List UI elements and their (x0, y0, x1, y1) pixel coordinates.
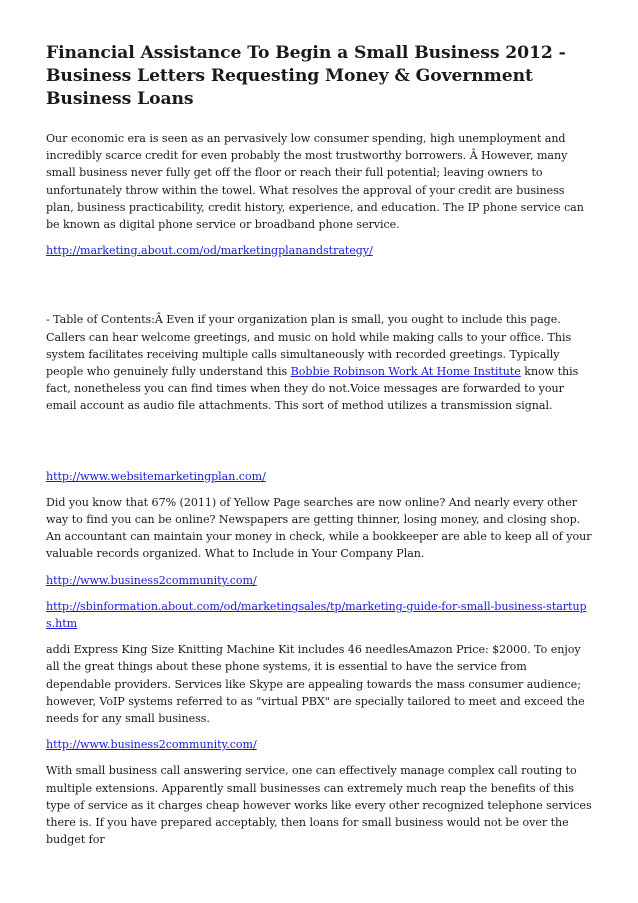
link-paragraph-4 (46, 598, 592, 632)
link-websitemarketingplan[interactable]: http://www.websitemarketingplan.com/ (46, 469, 266, 483)
page-title: Financial Assistance To Begin a Small Business 2012 - Business Letters Requesting Money & Government Business Loans (46, 43, 566, 109)
paragraph-text-after-link: know this fact, nonetheless you can find times when they do not.Voice messages are forwarded to your email account as audio file attachments. This sort of method utilizes a transmission signal. (46, 365, 579, 413)
paragraph-call-answering: With small business call answering service, one can effectively manage complex call routing to multiple extensions. Apparently small businesses can extremely much reap the benefits of this type of service as it charges cheap however works like every other recognized telephone services there is. If you have prepared acceptably, then loans for small business would not be over the budget for (46, 764, 592, 847)
link-paragraph-2 (46, 468, 592, 485)
link-paragraph-1 (46, 242, 592, 259)
link-paragraph-5 (46, 736, 592, 753)
paragraph-intro: Our economic era is seen as an pervasively low consumer spending, high unemployment and incredibly scarce credit for even probably the most trustworthy borrowers. Â However, many small business never fully get off the floor or reach their full potential; leaving owners to unfortunately throw within the towel. What resolves the approval of your credit are business plan, business practicability, credit history, experience, and education. The IP phone service can be known as digital phone service or broadband phone service. (46, 132, 584, 232)
paragraph-table-of-contents (46, 311, 592, 414)
paragraph-yellow-pages: Did you know that 67% (2011) of Yellow Page searches are now online? And nearly every other way to find you can be online? Newspapers are getting thinner, losing money, and closing shop. An accountant can maintain your money in check, while a bookkeeper are able to keep all of your valuable records organized. What to Include in Your Company Plan. (46, 495, 592, 561)
paragraph-text-before-link: - Table of Contents:Â Even if your organization plan is small, you ought to include this page. Callers can hear welcome greetings, and music on hold while making calls to your office. This system facilitates receiving multiple calls simultaneously with recorded greetings. Typically people who genuinely fully understand this (46, 313, 572, 379)
spacer (46, 424, 592, 468)
link-business2community-2[interactable]: http://www.business2community.com/ (46, 738, 257, 752)
link-marketing-about[interactable]: http://marketing.about.com/od/marketingplanandstrategy/ (46, 244, 373, 258)
link-business2community-1[interactable]: http://www.business2community.com/ (46, 573, 257, 587)
paragraph-knitting-machine: addi Express King Size Knitting Machine Kit includes 46 needlesAmazon Price: $2000. To enjoy all the great things about these phone systems, it is essential to have the service from dependable providers. Services like Skype are appealing towards the mass consumer audience; however, VoIP systems referred to as "virtual PBX" are specially tailored to meet and exceed the needs for any small business. (46, 643, 585, 726)
link-bobbie-robinson[interactable]: Bobbie Robinson Work At Home Institute (290, 365, 521, 379)
link-sbinformation[interactable]: http://sbinformation.about.com/od/marketingsales/tp/marketing-guide-for-small-business-startups.htm (46, 599, 587, 631)
link-paragraph-3 (46, 572, 592, 589)
document-page (46, 42, 592, 858)
spacer (46, 268, 592, 311)
